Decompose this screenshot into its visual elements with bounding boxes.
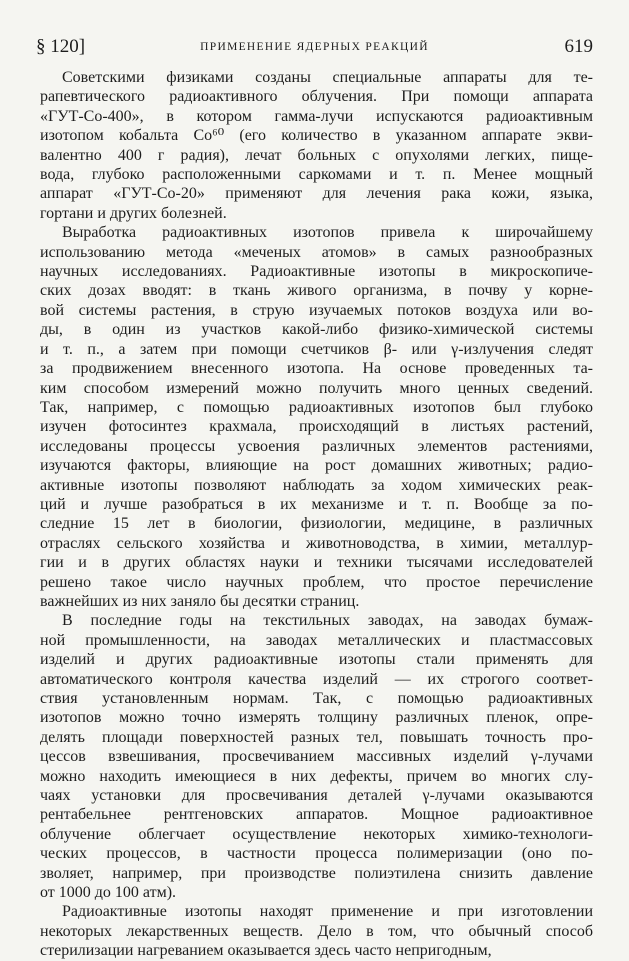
text-line: зволяет, например, при производстве полиэтилена снизить давление [40, 864, 593, 882]
text-line: следние 15 лет в биологии, физиологии, медицине, в различных [40, 515, 593, 533]
text-line: активные изотопы позволяют наблюдать за ходом химических реак- [40, 476, 593, 494]
text-line: делять площади поверхностей разных тел, повышать точность про- [40, 728, 593, 746]
text-line: ды, в один из участков какой-либо физико-химической системы [40, 321, 593, 339]
page-number: 619 [564, 36, 593, 57]
text-line: Советскими физиками созданы специальные аппараты для те- [62, 69, 593, 86]
paragraph [40, 223, 593, 611]
text-line: аппарат «ГУТ-Со-20» применяют для лечения рака кожи, языка, [40, 185, 593, 203]
text-line: изотопов можно точно измерять толщину различных пленок, опре- [40, 709, 593, 727]
text-line: научных исследованиях. Радиоактивные изотопы в микроскопиче- [40, 263, 593, 281]
text-line: В последние годы на текстильных заводах, на заводах бумаж- [62, 612, 593, 630]
text-line: ческих процессов, в частности процесса полимеризации (оно по- [40, 845, 593, 863]
text-line: ций и лучше разобраться в их механизме и т. п. Вообще за по- [40, 495, 593, 513]
text-line: изучаются факторы, влияющие на рост домашних животных; радио- [40, 457, 593, 475]
text-line: Так, например, с помощью радиоактивных изотопов был глубоко [40, 398, 593, 416]
text-line: изотопом кобальта Co⁶⁰ (его количество в указанном аппарате экви- [40, 127, 593, 145]
text-line: рентабельнее рентгеновских аппаратов. Мощное радиоактивное [40, 806, 593, 824]
text-line: и т. п., а затем при помощи счетчиков β- или γ-излучения следят [40, 340, 593, 358]
chapter-title: ПРИМЕНЕНИЕ ЯДЕРНЫХ РЕАКЦИЙ [200, 41, 429, 53]
text-line: изучен фотосинтез крахмала, происходящий в листьях растений, [40, 418, 593, 436]
text-line: можно находить имеющиеся в них дефекты, причем во многих слу- [40, 767, 593, 785]
text-line: решено такое число научных проблем, что простое перечисление [40, 573, 593, 591]
text-line: гортани и других болезней. [40, 204, 227, 222]
text-line: за продвижением внесенного изотопа. На основе проведенных та- [40, 360, 593, 378]
text-line: ким способом измерений можно получить много ценных сведений. [40, 379, 593, 397]
text-line: изделий и других радиоактивные изотопы стали применять для [40, 651, 593, 669]
text-line: Выработка радиоактивных изотопов привела к широчайшему [62, 224, 593, 242]
text-line: от 1000 до 100 атм). [40, 884, 177, 902]
running-header [36, 36, 593, 60]
text-line: некоторых лекарственных веществ. Дело в том, что обычный способ [40, 922, 593, 940]
text-line: Радиоактивные изотопы находят применение и при изготовлении [62, 903, 593, 921]
text-line: вой системы растения, в струю изучаемых потоков воздуха или во- [40, 301, 593, 319]
text-line: гии и в других областях науки и техники тысячами исследователей [40, 554, 593, 572]
body-text [40, 68, 593, 961]
text-line: валентно 400 г радия), лечат больных с опухолями легких, пище- [40, 146, 593, 164]
text-line: «ГУТ-Со-400», в котором гамма-лучи испускаются радиоактивным [40, 107, 593, 125]
text-line: стерилизации нагреванием оказывается здесь часто непригодным, [40, 942, 492, 960]
text-line: ствия установленным нормам. Так, с помощью радиоактивных [40, 690, 593, 707]
paragraph [40, 902, 593, 960]
text-line: отраслях сельского хозяйства и животноводства, в химии, металлур- [40, 534, 593, 552]
text-line: автоматического контроля качества изделий — их строгого соответ- [40, 670, 593, 688]
text-line: ских дозах вводят: в ткань живого организма, в почву у корне- [40, 282, 593, 300]
text-line: цессов взвешивания, просвечиванием массивных изделий γ-лучами [40, 748, 593, 766]
section-number: § 120] [36, 36, 86, 57]
text-line: использованию метода «меченых атомов» в самых разнообразных [40, 243, 593, 261]
text-line: рапевтического радиоактивного облучения. При помощи аппарата [40, 88, 593, 106]
text-line: облучение облегчает осуществление некоторых химико-технологи- [40, 825, 593, 843]
text-line: исследованы процессы усвоения различных элементов растениями, [40, 437, 593, 455]
text-line: вода, глубоко расположенными саркомами и т. п. Менее мощный [40, 166, 593, 184]
text-line: важнейших из них заняло бы десятки страниц. [40, 592, 360, 610]
text-line: чаях установки для просвечивания деталей γ-лучами оказываются [40, 787, 593, 805]
text-line: ной промышленности, на заводах металлических и пластмассовых [40, 631, 593, 649]
paragraph [40, 611, 593, 902]
paragraph [40, 68, 593, 223]
